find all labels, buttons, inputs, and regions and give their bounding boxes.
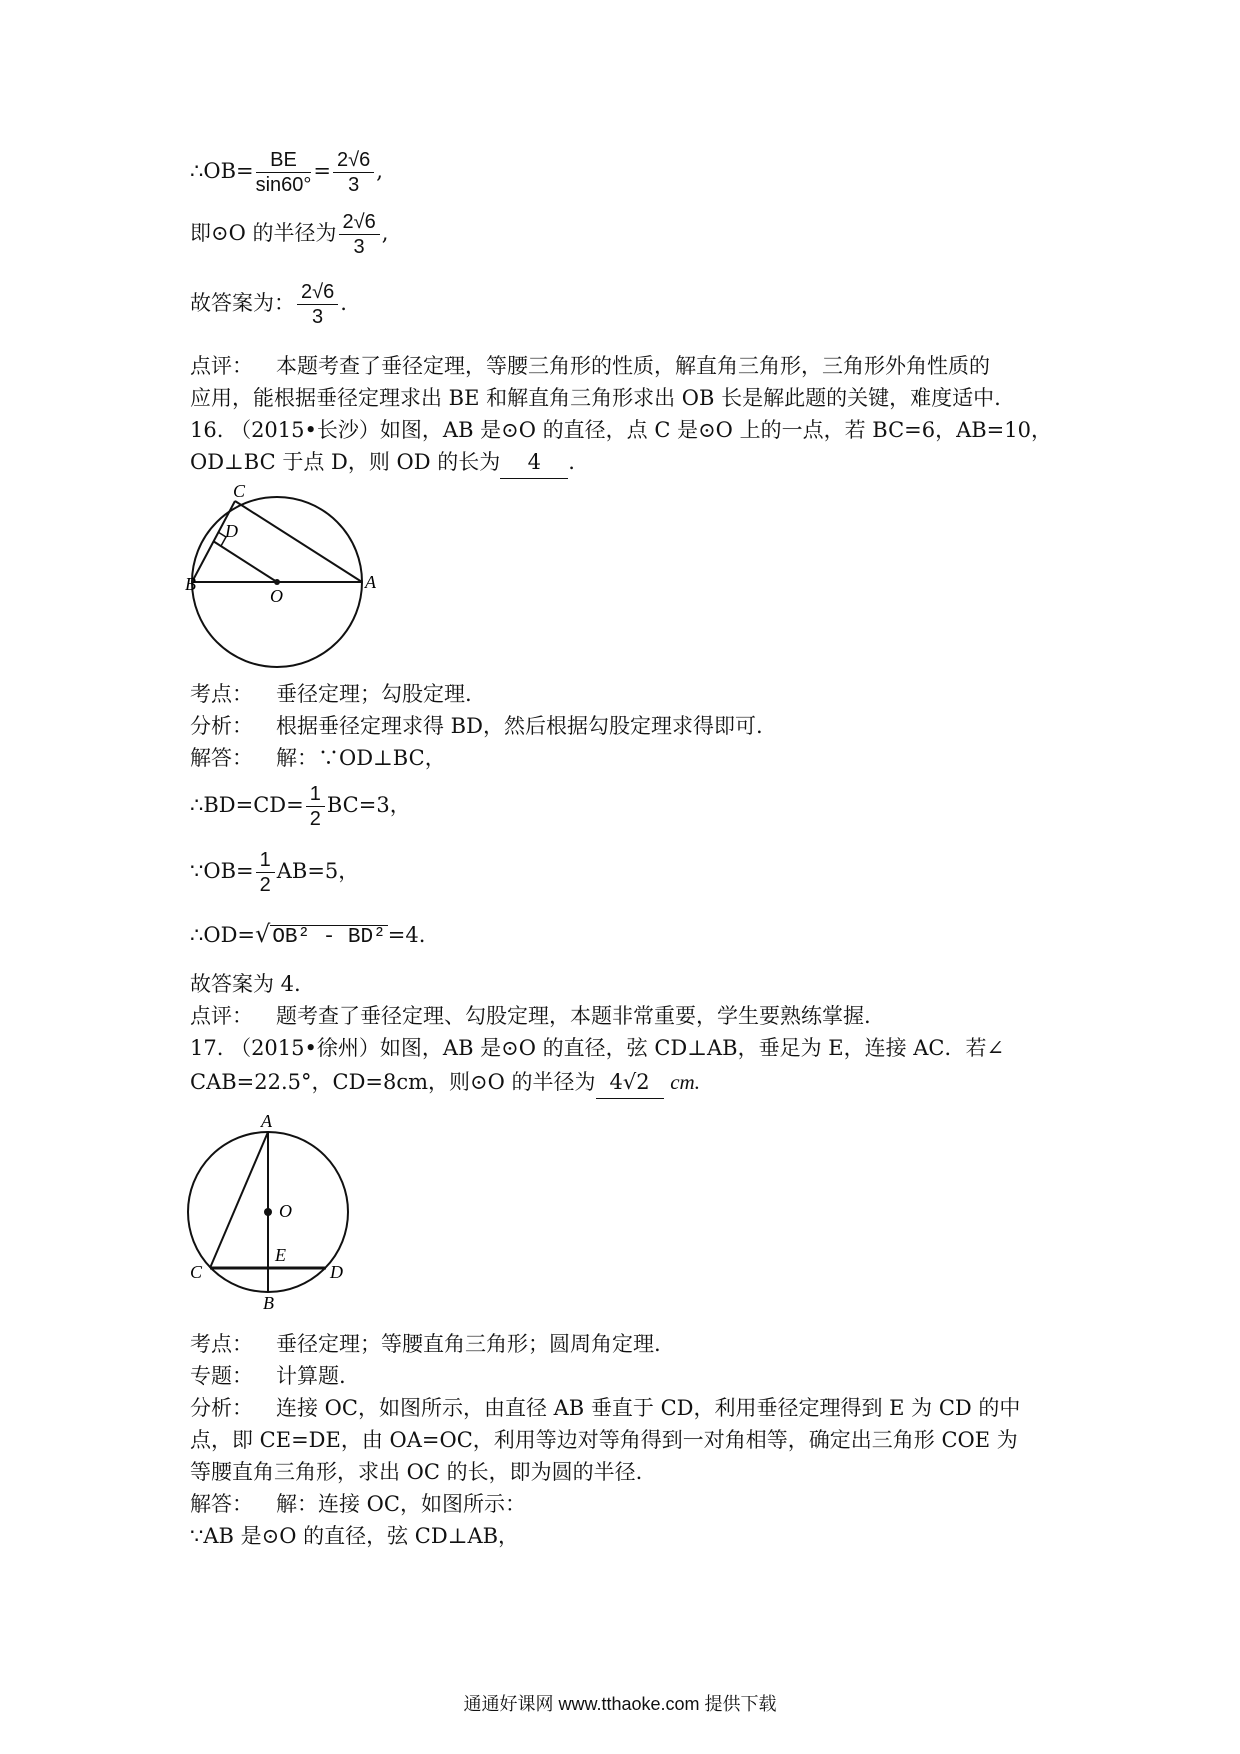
q16-label-d: D (225, 521, 238, 541)
answer-prefix: 故答案为： (190, 291, 295, 315)
comment-text1: 本题考查了垂径定理，等腰三角形的性质，解直角三角形，三角形外角性质的 (276, 354, 990, 378)
q17-label-e: E (275, 1245, 286, 1265)
q16-step2-den: 2 (259, 874, 271, 896)
ob-prefix: ∴OB= (190, 159, 254, 183)
q17-jieda (190, 1488, 526, 1520)
ob-denominator: sin60° (255, 174, 312, 196)
answer-denominator: 3 (312, 306, 324, 328)
q17-label-b: B (263, 1293, 274, 1310)
q16-line2 (190, 446, 575, 479)
q16-fenxi (190, 710, 763, 742)
q16-step1-pre: ∴BD=CD= (190, 793, 304, 817)
ob-result-denominator: 3 (348, 174, 360, 196)
q16-text1: 16. （2015•长沙）如图，AB 是⊙O 的直径，点 C 是⊙O 上的一点，若 BC=6，AB=10， (190, 418, 1053, 442)
answer-end: . (340, 291, 347, 315)
q17-center-dot (264, 1208, 272, 1216)
q16-step3 (190, 918, 425, 954)
q16-step1-fraction (306, 782, 325, 831)
q17-label-a: A (261, 1111, 272, 1131)
q17-zhuanti-text: 计算题. (276, 1364, 346, 1388)
q16-label-b: B (185, 574, 196, 594)
q17-kaodian-label: 考点： (190, 1332, 253, 1356)
q16-text2: OD⊥BC 于点 D，则 OD 的长为 (190, 450, 501, 474)
q17-line1 (190, 1032, 1004, 1064)
answer-fraction (297, 280, 338, 329)
q16-step3-post: =4. (387, 923, 426, 947)
q16-chord-ca (235, 501, 362, 582)
radius-prefix: 即⊙O 的半径为 (190, 221, 337, 245)
q17-label-c: C (190, 1262, 203, 1282)
q16-step3-radicand: OB² - BD² (272, 926, 386, 949)
ob-numerator: BE (256, 148, 312, 173)
q17-zhuanti-label: 专题： (190, 1364, 253, 1388)
q16-step2-post: AB=5， (276, 859, 360, 883)
q16-jieda-label: 解答： (190, 746, 253, 770)
q16-answer-line (190, 968, 301, 1000)
q16-step1-post: BC=3， (326, 793, 411, 817)
q17-jieda-text: 解：连接 OC，如图所示： (276, 1492, 526, 1516)
q16-step1 (190, 782, 411, 831)
q17-step1 (190, 1520, 519, 1552)
q16-jieda-text: 解：∵OD⊥BC， (276, 746, 446, 770)
q17-fenxi-line2 (190, 1424, 1018, 1456)
q16-kaodian-label: 考点： (190, 682, 253, 706)
q16-dianping-text: 题考查了垂径定理、勾股定理，本题非常重要，学生要熟练掌握. (276, 1004, 871, 1028)
q17-fenxi-text3: 等腰直角三角形，求出 OC 的长，即为圆的半径. (190, 1460, 643, 1484)
q17-fenxi (190, 1392, 1020, 1424)
q17-jieda-label: 解答： (190, 1492, 253, 1516)
q16-kaodian-text: 垂径定理；勾股定理. (276, 682, 472, 706)
q16-label-c: C (233, 485, 246, 501)
q16-label-o: O (270, 586, 283, 606)
radius-numerator: 2√6 (339, 210, 380, 235)
q17-fenxi-label: 分析： (190, 1396, 253, 1420)
q16-line1 (190, 414, 1052, 446)
answer-numerator: 2√6 (297, 280, 338, 305)
q16-step1-num: 1 (306, 782, 325, 807)
comment-line2 (190, 382, 1001, 414)
q17-label-d: D (330, 1262, 343, 1282)
q16-label-a: A (365, 572, 376, 592)
radius-line (190, 210, 388, 259)
q16-step2-fraction (256, 848, 275, 897)
q17-kaodian-text: 垂径定理；等腰直角三角形；圆周角定理. (276, 1332, 661, 1356)
q17-fenxi-text1: 连接 OC，如图所示，由直径 AB 垂直于 CD，利用垂径定理得到 E 为 CD 的中 (276, 1396, 1021, 1420)
q16-step2-num: 1 (256, 848, 275, 873)
ob-equals: = (313, 159, 332, 183)
answer-line (190, 280, 347, 329)
q17-zhuanti (190, 1360, 346, 1392)
q17-step1-text: ∵AB 是⊙O 的直径，弦 CD⊥AB， (190, 1524, 520, 1548)
comment-label: 点评： (190, 354, 253, 378)
ob-fraction (256, 148, 312, 197)
comment-text2: 应用，能根据垂径定理求出 BE 和解直角三角形求出 OB 长是解此题的关键，难度适中. (190, 386, 1001, 410)
q17-line2 (190, 1066, 700, 1099)
ob-result-fraction (333, 148, 374, 197)
ob-end: , (376, 159, 383, 183)
q17-fenxi-line3 (190, 1456, 642, 1488)
q16-center-dot (274, 579, 280, 585)
q17-kaodian (190, 1328, 661, 1360)
q16-answer-blank: 4 (500, 446, 568, 479)
q17-end: cm. (670, 1070, 700, 1094)
q17-label-o: O (279, 1201, 292, 1221)
q16-step2 (190, 848, 359, 897)
q17-fenxi-text2: 点，即 CE=DE，由 OA=OC，利用等边对等角得到一对角相等，确定出三角形 COE 为 (190, 1428, 1018, 1452)
q16-answer-text: 故答案为 4. (190, 972, 301, 996)
q17-answer-blank: 4√2 (596, 1066, 664, 1099)
q17-text1: 17. （2015•徐州）如图，AB 是⊙O 的直径，弦 CD⊥AB，垂足为 E，连接 AC．若∠ (190, 1036, 1005, 1060)
q17-figure (185, 1105, 355, 1310)
q16-step3-sqrt (255, 918, 388, 954)
q16-step1-den: 2 (309, 808, 321, 830)
q16-figure (185, 485, 385, 670)
q16-kaodian (190, 678, 472, 710)
q16-end: . (568, 450, 575, 474)
radius-end: , (381, 221, 389, 245)
radius-denominator: 3 (353, 236, 365, 258)
q17-text2: CAB=22.5°，CD=8cm，则⊙O 的半径为 (190, 1070, 596, 1094)
page-footer: 通通好课网 www.tthaoke.com 提供下载 (463, 1694, 777, 1714)
q16-dianping-label: 点评： (190, 1004, 253, 1028)
ob-result-numerator: 2√6 (333, 148, 374, 173)
q16-step3-pre: ∴OD= (190, 923, 256, 947)
q16-fenxi-text: 根据垂径定理求得 BD，然后根据勾股定理求得即可. (276, 714, 763, 738)
radius-fraction (339, 210, 380, 259)
ob-equation (190, 148, 383, 197)
q16-fenxi-label: 分析： (190, 714, 253, 738)
comment-line1 (190, 350, 990, 382)
q17-chord-ac (210, 1132, 268, 1268)
q16-segment-od (213, 541, 277, 582)
radical-sign: √ (255, 920, 271, 948)
q16-jieda (190, 742, 446, 774)
q16-step2-pre: ∵OB= (190, 859, 254, 883)
q16-dianping (190, 1000, 871, 1032)
